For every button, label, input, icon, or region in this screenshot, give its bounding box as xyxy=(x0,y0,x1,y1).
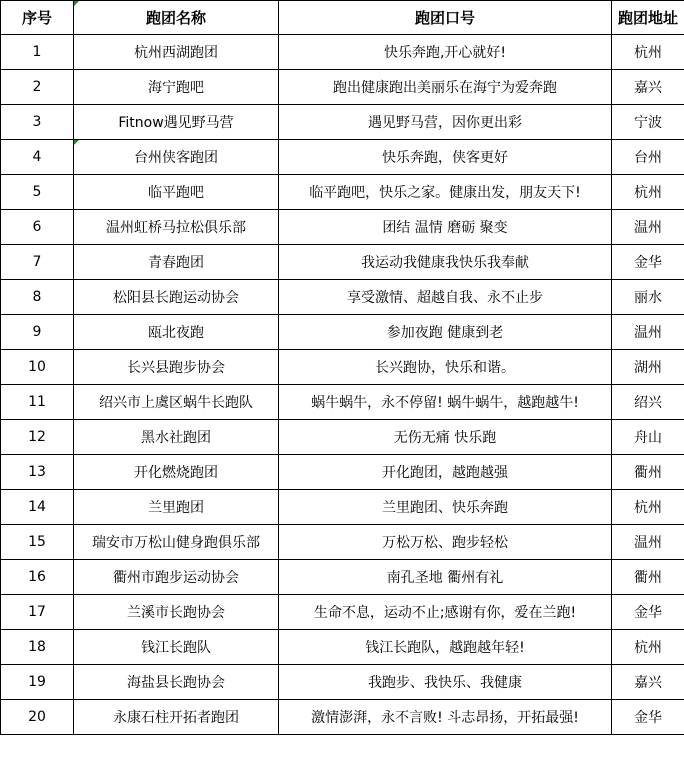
cell-city: 杭州 xyxy=(612,630,684,665)
cell-no: 12 xyxy=(1,420,74,455)
cell-no: 9 xyxy=(1,315,74,350)
cell-city: 丽水 xyxy=(612,280,684,315)
table-row xyxy=(1,210,684,245)
cell-name: 海盐县长跑协会 xyxy=(74,665,279,700)
cell-city: 温州 xyxy=(612,525,684,560)
table-row xyxy=(1,420,684,455)
cell-slogan: 快乐奔跑,开心就好! xyxy=(279,35,612,70)
cell-no: 19 xyxy=(1,665,74,700)
cell-city: 衢州 xyxy=(612,560,684,595)
cell-no: 1 xyxy=(1,35,74,70)
cell-city: 金华 xyxy=(612,245,684,280)
cell-comment-marker xyxy=(74,140,79,145)
cell-city: 杭州 xyxy=(612,175,684,210)
cell-no: 2 xyxy=(1,70,74,105)
cell-city: 杭州 xyxy=(612,35,684,70)
header-no: 序号 xyxy=(1,1,74,35)
cell-no: 14 xyxy=(1,490,74,525)
cell-slogan: 团结 温情 磨砺 聚变 xyxy=(279,210,612,245)
table-row xyxy=(1,245,684,280)
cell-slogan: 临平跑吧，快乐之家。健康出发，朋友天下! xyxy=(279,175,612,210)
cell-name: 瓯北夜跑 xyxy=(74,315,279,350)
cell-slogan: 享受激情、超越自我、永不止步 xyxy=(279,280,612,315)
table-row xyxy=(1,700,684,735)
header-slogan: 跑团口号 xyxy=(279,1,612,35)
cell-no: 17 xyxy=(1,595,74,630)
cell-name: 松阳县长跑运动协会 xyxy=(74,280,279,315)
cell-no: 10 xyxy=(1,350,74,385)
cell-city: 台州 xyxy=(612,140,684,175)
cell-slogan: 生命不息，运动不止;感谢有你，爱在兰跑! xyxy=(279,595,612,630)
header-city: 跑团地址 xyxy=(612,1,684,35)
table-row xyxy=(1,560,684,595)
cell-name: Fitnow遇见野马营 xyxy=(74,105,279,140)
cell-name: 永康石柱开拓者跑团 xyxy=(74,700,279,735)
cell-city: 宁波 xyxy=(612,105,684,140)
cell-slogan: 我跑步、我快乐、我健康 xyxy=(279,665,612,700)
cell-city: 温州 xyxy=(612,315,684,350)
cell-city: 湖州 xyxy=(612,350,684,385)
cell-slogan: 长兴跑协，快乐和谐。 xyxy=(279,350,612,385)
cell-no: 7 xyxy=(1,245,74,280)
table-row xyxy=(1,35,684,70)
cell-name: 温州虹桥马拉松俱乐部 xyxy=(74,210,279,245)
cell-no: 5 xyxy=(1,175,74,210)
table-row xyxy=(1,665,684,700)
cell-slogan: 我运动我健康我快乐我奉献 xyxy=(279,245,612,280)
cell-slogan: 遇见野马营，因你更出彩 xyxy=(279,105,612,140)
cell-city: 舟山 xyxy=(612,420,684,455)
table-row xyxy=(1,385,684,420)
cell-name: 兰里跑团 xyxy=(74,490,279,525)
cell-no: 13 xyxy=(1,455,74,490)
table-row xyxy=(1,350,684,385)
table-row xyxy=(1,70,684,105)
cell-name: 海宁跑吧 xyxy=(74,70,279,105)
cell-no: 20 xyxy=(1,700,74,735)
cell-slogan: 万松万松、跑步轻松 xyxy=(279,525,612,560)
cell-name: 青春跑团 xyxy=(74,245,279,280)
table-row xyxy=(1,175,684,210)
cell-city: 金华 xyxy=(612,700,684,735)
cell-city: 杭州 xyxy=(612,490,684,525)
cell-slogan: 参加夜跑 健康到老 xyxy=(279,315,612,350)
cell-name: 临平跑吧 xyxy=(74,175,279,210)
cell-name: 黑水社跑团 xyxy=(74,420,279,455)
cell-no: 16 xyxy=(1,560,74,595)
header-name xyxy=(74,1,279,35)
table-row xyxy=(1,455,684,490)
cell-name xyxy=(74,140,279,175)
cell-slogan: 无伤无痛 快乐跑 xyxy=(279,420,612,455)
cell-no: 4 xyxy=(1,140,74,175)
cell-name: 瑞安市万松山健身跑俱乐部 xyxy=(74,525,279,560)
cell-comment-marker xyxy=(74,1,79,6)
cell-no: 18 xyxy=(1,630,74,665)
cell-slogan: 兰里跑团、快乐奔跑 xyxy=(279,490,612,525)
cell-no: 6 xyxy=(1,210,74,245)
cell-name: 开化燃烧跑团 xyxy=(74,455,279,490)
cell-city: 嘉兴 xyxy=(612,665,684,700)
cell-slogan: 钱江长跑队，越跑越年轻! xyxy=(279,630,612,665)
cell-city: 嘉兴 xyxy=(612,70,684,105)
cell-slogan: 快乐奔跑，侠客更好 xyxy=(279,140,612,175)
cell-no: 8 xyxy=(1,280,74,315)
table-row xyxy=(1,105,684,140)
table-row xyxy=(1,630,684,665)
cell-slogan: 蜗牛蜗牛，永不停留! 蜗牛蜗牛，越跑越牛! xyxy=(279,385,612,420)
table-row xyxy=(1,490,684,525)
cell-name: 钱江长跑队 xyxy=(74,630,279,665)
cell-name: 长兴县跑步协会 xyxy=(74,350,279,385)
cell-name: 衢州市跑步运动协会 xyxy=(74,560,279,595)
cell-city: 温州 xyxy=(612,210,684,245)
table-row xyxy=(1,315,684,350)
table-row xyxy=(1,280,684,315)
header-name-label: 跑团名称 xyxy=(145,9,206,27)
cell-slogan: 跑出健康跑出美丽乐在海宁为爱奔跑 xyxy=(279,70,612,105)
cell-city: 衢州 xyxy=(612,455,684,490)
cell-name: 杭州西湖跑团 xyxy=(74,35,279,70)
cell-name: 绍兴市上虞区蜗牛长跑队 xyxy=(74,385,279,420)
cell-city: 金华 xyxy=(612,595,684,630)
cell-name-label: 台州侠客跑团 xyxy=(134,150,218,166)
cell-name: 兰溪市长跑协会 xyxy=(74,595,279,630)
cell-city: 绍兴 xyxy=(612,385,684,420)
cell-no: 15 xyxy=(1,525,74,560)
table-row xyxy=(1,140,684,175)
cell-slogan: 南孔圣地 衢州有礼 xyxy=(279,560,612,595)
header-row xyxy=(1,1,684,35)
cell-slogan: 激情澎湃，永不言败! 斗志昂扬，开拓最强! xyxy=(279,700,612,735)
table-row xyxy=(1,595,684,630)
cell-slogan: 开化跑团，越跑越强 xyxy=(279,455,612,490)
table-row xyxy=(1,525,684,560)
cell-no: 3 xyxy=(1,105,74,140)
cell-no: 11 xyxy=(1,385,74,420)
